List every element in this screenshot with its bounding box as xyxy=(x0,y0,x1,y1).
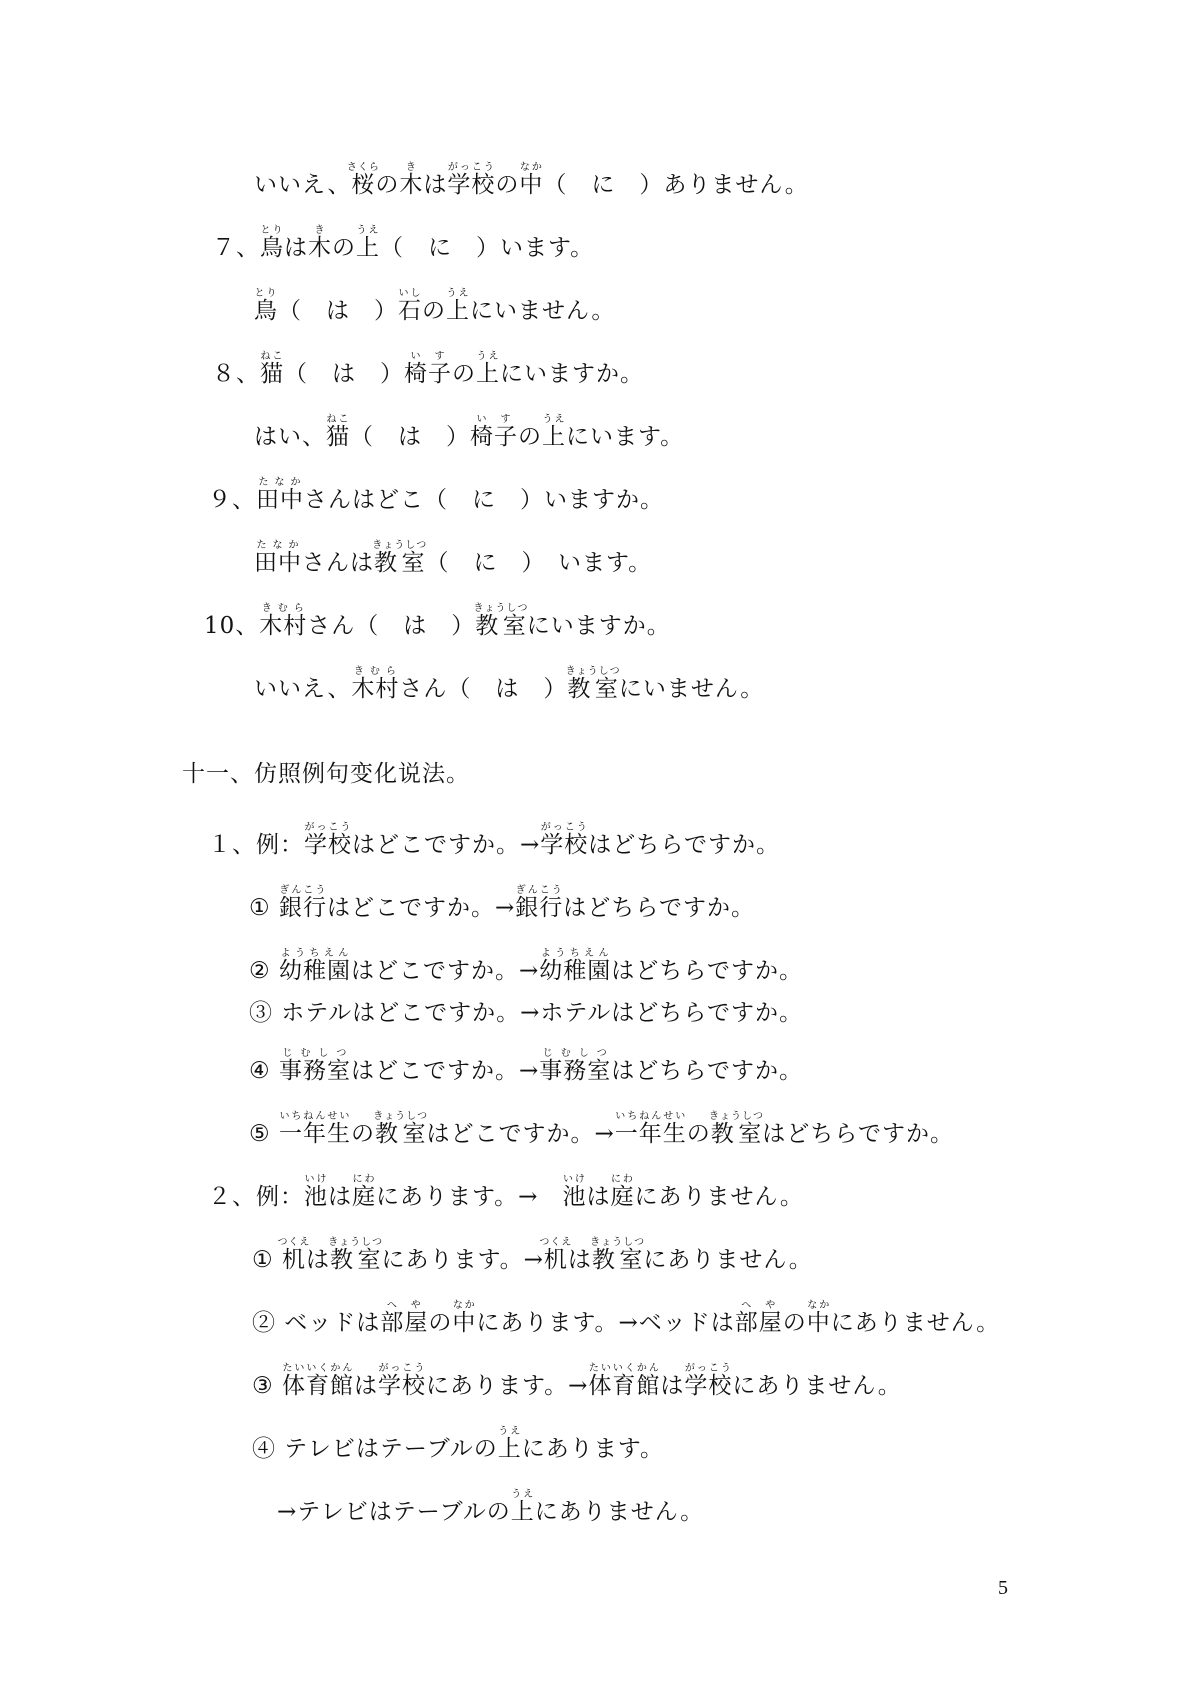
text-segment: さんは xyxy=(302,550,374,576)
furigana-reading: いす xyxy=(404,351,452,362)
furigana-word xyxy=(708,1111,764,1147)
kanji-base: 事務室 xyxy=(539,1058,612,1084)
furigana-word xyxy=(452,1300,477,1336)
question-line-7 xyxy=(212,225,594,263)
furigana-word xyxy=(510,1489,535,1525)
furigana-word xyxy=(398,288,422,324)
furigana-word xyxy=(304,1174,328,1210)
text-segment: の xyxy=(422,298,446,324)
kanji-base: 椅子 xyxy=(470,424,518,450)
answer-line-10 xyxy=(254,666,764,704)
kanji-base: 幼稚園 xyxy=(278,958,351,984)
kanji-base: 一年生 xyxy=(614,1121,687,1147)
furigana-reading: にわ xyxy=(610,1174,635,1185)
furigana-reading: いし xyxy=(398,288,422,299)
kanji-base: 教室 xyxy=(328,1247,384,1273)
text-segment: は xyxy=(423,172,448,198)
furigana-reading: へや xyxy=(734,1300,783,1311)
exercise-1-item-2 xyxy=(249,948,803,986)
furigana-word xyxy=(373,1111,429,1147)
furigana-reading: ねこ xyxy=(260,351,284,362)
text-segment: さん（ は ） xyxy=(399,676,568,702)
furigana-reading: いけ xyxy=(304,1174,328,1185)
furigana-word xyxy=(278,885,327,921)
kanji-base: 上 xyxy=(446,298,470,324)
furigana-word xyxy=(256,477,304,513)
text-segment: にあります。→ xyxy=(376,1184,563,1210)
kanji-base: 田中 xyxy=(256,487,304,513)
kanji-base: 木村 xyxy=(351,676,400,702)
furigana-word xyxy=(254,540,302,576)
kanji-base: 教室 xyxy=(372,550,428,576)
furigana-word xyxy=(352,1174,376,1210)
text-segment: にいません。 xyxy=(618,676,765,702)
text-segment: ８、 xyxy=(212,361,260,387)
answer-line-7 xyxy=(254,288,615,326)
text-segment: （ は ） xyxy=(350,424,470,450)
text-segment: はどちらですか。 xyxy=(563,895,755,921)
kanji-base: 上 xyxy=(356,235,380,261)
text-segment: はどちらですか。 xyxy=(762,1121,954,1147)
kanji-base: 鳥 xyxy=(260,235,284,261)
kanji-base: 上 xyxy=(497,1436,522,1462)
furigana-word xyxy=(473,603,529,639)
text-segment: （ は ） xyxy=(284,361,404,387)
furigana-word xyxy=(326,414,350,450)
furigana-reading: がっこう xyxy=(540,822,589,833)
furigana-reading: なか xyxy=(806,1300,831,1311)
furigana-word xyxy=(328,1237,384,1273)
question-line-8 xyxy=(212,351,644,389)
kanji-base: 木 xyxy=(399,172,424,198)
furigana-reading: いす xyxy=(470,414,518,425)
furigana-word xyxy=(278,1048,351,1084)
kanji-base: 教室 xyxy=(590,1247,646,1273)
furigana-word xyxy=(260,225,284,261)
page-number: 5 xyxy=(998,1577,1008,1599)
furigana-reading: たいいくかん xyxy=(281,1363,354,1374)
furigana-word xyxy=(346,162,380,198)
furigana-word xyxy=(380,1300,429,1336)
text-segment: の xyxy=(782,1310,807,1336)
furigana-word xyxy=(281,1363,354,1399)
furigana-reading: がっこう xyxy=(684,1363,733,1374)
kanji-base: 学校 xyxy=(540,832,589,858)
text-segment: はどちらですか。 xyxy=(611,1058,803,1084)
kanji-base: 部屋 xyxy=(380,1310,429,1336)
furigana-reading: うえ xyxy=(497,1426,522,1437)
furigana-reading: いちねんせい xyxy=(278,1111,351,1122)
furigana-reading: がっこう xyxy=(304,822,352,833)
text-segment: ２、例： xyxy=(208,1184,304,1210)
kanji-base: 机 xyxy=(277,1247,311,1273)
answer-line-6b xyxy=(254,162,809,200)
text-segment: 十一、仿照例句变化说法。 xyxy=(182,761,470,787)
furigana-reading: ぎんこう xyxy=(278,885,327,896)
exercise-1-item-4 xyxy=(249,1048,803,1086)
furigana-word xyxy=(684,1363,733,1399)
furigana-word xyxy=(610,1174,635,1210)
furigana-word xyxy=(519,162,544,198)
furigana-reading: たなか xyxy=(254,540,302,551)
text-segment: にあります。 xyxy=(521,1436,664,1462)
furigana-reading: うえ xyxy=(446,288,470,299)
furigana-reading: きょうしつ xyxy=(373,1111,429,1122)
kanji-base: 教室 xyxy=(473,613,529,639)
text-segment: にいますか。 xyxy=(526,613,671,639)
kanji-base: 中 xyxy=(806,1310,831,1336)
furigana-word xyxy=(372,540,428,576)
text-segment: にありません。 xyxy=(643,1247,813,1273)
furigana-reading: さくら xyxy=(346,162,380,173)
text-segment: さんはどこ（ に ）いますか。 xyxy=(304,487,664,513)
kanji-base: 教室 xyxy=(565,676,621,702)
text-segment: にいます。 xyxy=(566,424,685,450)
text-segment: にあります。→ベッドは xyxy=(476,1310,735,1336)
text-segment: は xyxy=(586,1184,611,1210)
furigana-word xyxy=(308,225,332,261)
kanji-base: 銀行 xyxy=(515,895,564,921)
question-line-9 xyxy=(208,477,664,515)
furigana-reading: いけ xyxy=(562,1174,587,1185)
exercise-2-item-1 xyxy=(252,1237,813,1275)
kanji-base: 木 xyxy=(308,235,332,261)
kanji-base: 上 xyxy=(542,424,566,450)
furigana-word xyxy=(278,948,351,984)
furigana-reading: うえ xyxy=(542,414,566,425)
furigana-word xyxy=(470,414,518,450)
kanji-base: 銀行 xyxy=(278,895,327,921)
kanji-base: 上 xyxy=(476,361,500,387)
kanji-base: 学校 xyxy=(447,172,496,198)
furigana-reading: じむしつ xyxy=(539,1048,612,1059)
text-segment: の xyxy=(495,172,520,198)
furigana-word xyxy=(539,1237,573,1273)
text-segment: （ に ） います。 xyxy=(425,550,653,576)
text-segment: 10、 xyxy=(204,613,260,639)
section-heading-11 xyxy=(182,759,470,789)
furigana-word xyxy=(304,822,352,858)
text-segment: ③ xyxy=(252,1373,282,1399)
furigana-word xyxy=(497,1426,522,1462)
text-segment: は xyxy=(284,235,308,261)
furigana-reading: きむら xyxy=(351,666,400,677)
text-segment: いいえ、 xyxy=(254,676,352,702)
text-segment: は xyxy=(353,1373,378,1399)
text-segment: は xyxy=(660,1373,685,1399)
furigana-reading: うえ xyxy=(476,351,500,362)
kanji-base: 体育館 xyxy=(281,1373,354,1399)
exercise-1-item-5 xyxy=(249,1111,954,1149)
furigana-word xyxy=(447,162,496,198)
kanji-base: 体育館 xyxy=(588,1373,661,1399)
furigana-word xyxy=(588,1363,661,1399)
furigana-reading: きむら xyxy=(259,603,308,614)
kanji-base: 猫 xyxy=(260,361,284,387)
text-segment: は xyxy=(328,1184,352,1210)
furigana-reading: き xyxy=(308,225,332,236)
kanji-base: 部屋 xyxy=(734,1310,783,1336)
kanji-base: 椅子 xyxy=(404,361,452,387)
text-segment: にありません。 xyxy=(634,1184,804,1210)
text-segment: はどこですか。→ xyxy=(352,832,541,858)
text-segment: （ に ）ありません。 xyxy=(543,172,809,198)
furigana-reading: つくえ xyxy=(277,1237,311,1248)
furigana-reading: きょうしつ xyxy=(328,1237,384,1248)
exercise-2-item-4 xyxy=(252,1426,664,1464)
furigana-reading: ねこ xyxy=(326,414,350,425)
text-segment: は xyxy=(567,1247,592,1273)
furigana-reading: きょうしつ xyxy=(565,666,621,677)
text-segment: ④ テレビはテーブルの xyxy=(252,1436,498,1462)
furigana-reading: じむしつ xyxy=(278,1048,351,1059)
kanji-base: 幼稚園 xyxy=(539,958,612,984)
text-segment: は xyxy=(305,1247,330,1273)
text-segment: はどちらですか。 xyxy=(588,832,781,858)
furigana-word xyxy=(806,1300,831,1336)
furigana-word xyxy=(254,288,278,324)
text-segment: ③ ホテルはどこですか。→ホテルはどちらですか。 xyxy=(249,1000,804,1026)
text-segment: にいますか。 xyxy=(500,361,644,387)
furigana-word xyxy=(356,225,380,261)
furigana-word xyxy=(377,1363,426,1399)
furigana-reading: きょうしつ xyxy=(372,540,428,551)
kanji-base: 池 xyxy=(562,1184,587,1210)
kanji-base: 池 xyxy=(304,1184,328,1210)
furigana-reading: きょうしつ xyxy=(473,603,529,614)
furigana-word xyxy=(540,822,589,858)
text-segment: （ は ） xyxy=(278,298,398,324)
furigana-word xyxy=(278,1111,351,1147)
text-segment: にありません。 xyxy=(830,1310,1001,1336)
question-line-10 xyxy=(204,603,671,641)
kanji-base: 教室 xyxy=(373,1121,429,1147)
text-segment: ② xyxy=(249,958,279,984)
furigana-reading: たなか xyxy=(256,477,304,488)
kanji-base: 木村 xyxy=(259,613,308,639)
furigana-word xyxy=(399,162,424,198)
furigana-word xyxy=(565,666,621,702)
answer-line-9 xyxy=(254,540,652,578)
kanji-base: 庭 xyxy=(610,1184,635,1210)
kanji-base: 机 xyxy=(539,1247,573,1273)
furigana-reading: ようちえん xyxy=(539,948,612,959)
text-segment: にありません。 xyxy=(534,1499,705,1525)
example-line-1 xyxy=(208,822,780,860)
text-segment: の xyxy=(452,361,476,387)
text-segment: の xyxy=(518,424,542,450)
exercise-2-item-4-answer xyxy=(277,1489,704,1527)
kanji-base: 学校 xyxy=(377,1373,426,1399)
exercise-2-item-2 xyxy=(252,1300,1000,1338)
text-segment: ７、 xyxy=(212,235,260,261)
kanji-base: 上 xyxy=(510,1499,535,1525)
furigana-word xyxy=(259,603,308,639)
furigana-word xyxy=(404,351,452,387)
exercise-2-item-3 xyxy=(252,1363,902,1401)
text-segment: にいません。 xyxy=(470,298,616,324)
text-segment: →テレビはテーブルの xyxy=(277,1499,511,1525)
furigana-reading: とり xyxy=(260,225,284,236)
text-segment: の xyxy=(332,235,356,261)
text-segment: ① xyxy=(249,895,279,921)
text-segment: はどちらですか。 xyxy=(611,958,803,984)
text-segment: ⑤ xyxy=(249,1121,279,1147)
furigana-reading: なか xyxy=(519,162,544,173)
furigana-reading: なか xyxy=(452,1300,477,1311)
furigana-reading: きょうしつ xyxy=(590,1237,646,1248)
furigana-reading: つくえ xyxy=(539,1237,573,1248)
furigana-word xyxy=(351,666,400,702)
exercise-1-item-1 xyxy=(249,885,755,923)
text-segment: の xyxy=(686,1121,711,1147)
furigana-reading: たいいくかん xyxy=(588,1363,661,1374)
kanji-base: 教室 xyxy=(708,1121,764,1147)
furigana-reading: うえ xyxy=(510,1489,535,1500)
furigana-reading: ようちえん xyxy=(278,948,351,959)
text-segment: はどこですか。→ xyxy=(426,1121,615,1147)
furigana-word xyxy=(476,351,500,387)
kanji-base: 中 xyxy=(519,172,544,198)
exercise-1-item-3 xyxy=(249,998,803,1028)
kanji-base: 学校 xyxy=(684,1373,733,1399)
text-segment: さん（ は ） xyxy=(307,613,476,639)
kanji-base: 事務室 xyxy=(278,1058,351,1084)
furigana-word xyxy=(260,351,284,387)
furigana-word xyxy=(614,1111,687,1147)
kanji-base: 石 xyxy=(398,298,422,324)
kanji-base: 一年生 xyxy=(278,1121,351,1147)
text-segment: はどこですか。→ xyxy=(326,895,516,921)
text-segment: にありません。 xyxy=(732,1373,902,1399)
furigana-reading: がっこう xyxy=(377,1363,426,1374)
kanji-base: 学校 xyxy=(304,832,352,858)
furigana-reading: へや xyxy=(380,1300,429,1311)
furigana-word xyxy=(539,1048,612,1084)
furigana-word xyxy=(590,1237,646,1273)
furigana-reading: とり xyxy=(254,288,278,299)
kanji-base: 猫 xyxy=(326,424,350,450)
furigana-reading: にわ xyxy=(352,1174,376,1185)
furigana-reading: きょうしつ xyxy=(708,1111,764,1122)
furigana-reading: いちねんせい xyxy=(614,1111,687,1122)
text-segment: の xyxy=(350,1121,375,1147)
text-segment: の xyxy=(428,1310,453,1336)
text-segment: ① xyxy=(252,1247,282,1273)
text-segment: （ に ）います。 xyxy=(380,235,595,261)
furigana-reading: うえ xyxy=(356,225,380,236)
answer-line-8 xyxy=(254,414,684,452)
furigana-word xyxy=(277,1237,311,1273)
furigana-word xyxy=(734,1300,783,1336)
furigana-word xyxy=(539,948,612,984)
text-segment: はい、 xyxy=(254,424,326,450)
furigana-reading: ぎんこう xyxy=(515,885,564,896)
kanji-base: 鳥 xyxy=(254,298,278,324)
kanji-base: 庭 xyxy=(352,1184,376,1210)
text-segment: はどこですか。→ xyxy=(350,958,540,984)
example-line-2 xyxy=(208,1174,804,1212)
text-segment: ④ xyxy=(249,1058,279,1084)
furigana-word xyxy=(542,414,566,450)
furigana-reading: き xyxy=(399,162,424,173)
text-segment: ② ベッドは xyxy=(252,1310,381,1336)
text-segment: いいえ、 xyxy=(254,172,352,198)
kanji-base: 中 xyxy=(452,1310,477,1336)
text-segment: の xyxy=(375,172,400,198)
kanji-base: 桜 xyxy=(346,172,380,198)
text-segment: ９、 xyxy=(208,487,256,513)
text-segment: にあります。→ xyxy=(425,1373,589,1399)
kanji-base: 田中 xyxy=(254,550,302,576)
furigana-word xyxy=(562,1174,587,1210)
furigana-word xyxy=(515,885,564,921)
furigana-word xyxy=(446,288,470,324)
text-segment: にあります。→ xyxy=(381,1247,544,1273)
furigana-reading: がっこう xyxy=(447,162,496,173)
text-segment: １、例： xyxy=(208,832,304,858)
text-segment: はどこですか。→ xyxy=(350,1058,540,1084)
